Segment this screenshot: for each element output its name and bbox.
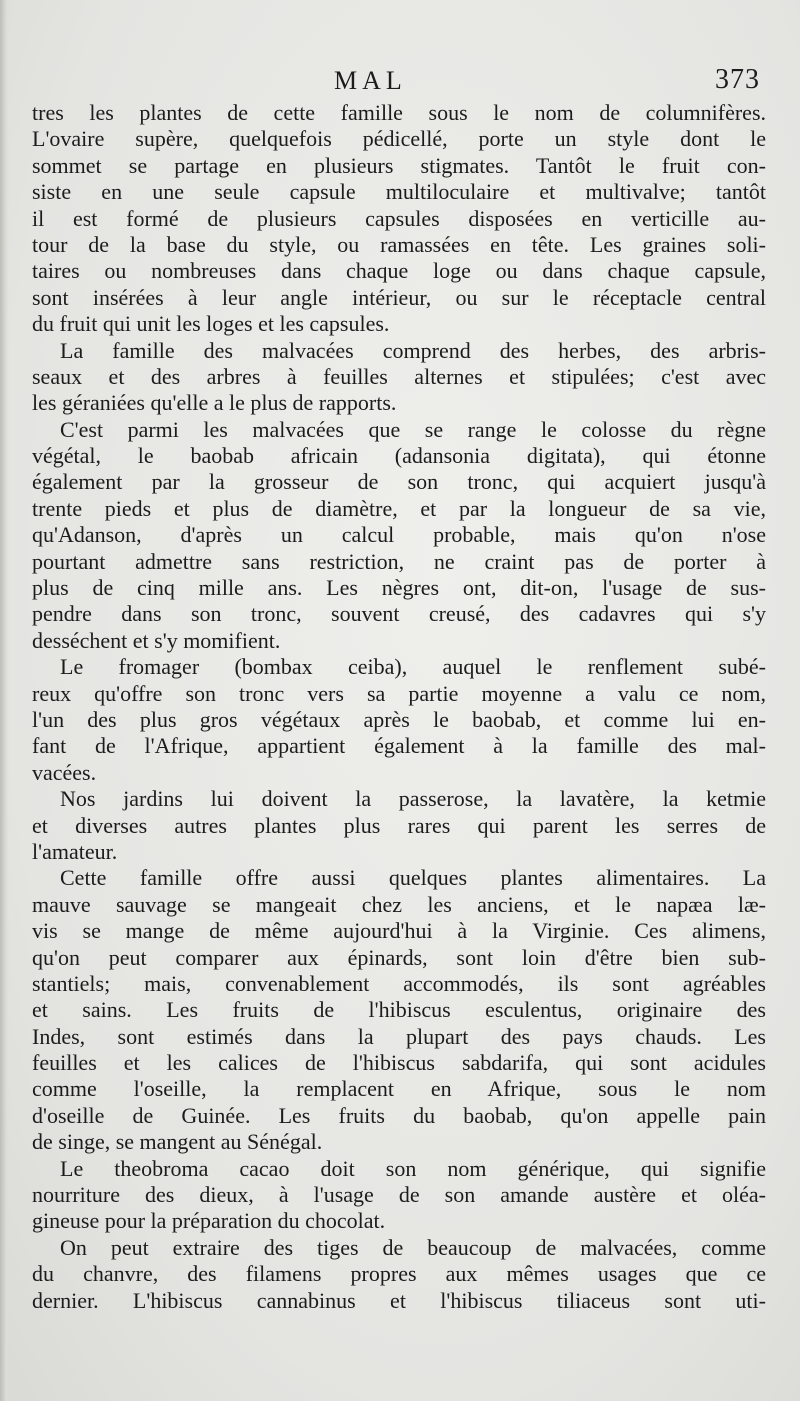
text-line: seaux et des arbres à feuilles alternes et stipulées; c'est avec (32, 363, 766, 389)
text-line: pendre dans son tronc, souvent creusé, des cadavres qui s'y (32, 601, 766, 627)
text-line: On peut extraire des tiges de beaucoup de malvacées, comme (60, 1234, 766, 1260)
text-line: plus de cinq mille ans. Les nègres ont, dit-on, l'usage de sus- (32, 575, 766, 601)
text-line: de singe, se mangent au Sénégal. (32, 1129, 323, 1155)
text-line: l'un des plus gros végétaux après le baobab, et comme lui en- (32, 706, 766, 732)
text-line: reux qu'offre son tronc vers sa partie moyenne a valu ce nom, (32, 680, 766, 706)
running-head: MAL (334, 66, 407, 95)
text-line: L'ovaire supère, quelquefois pédicellé, porte un style dont le (32, 126, 766, 152)
text-line: comme l'oseille, la remplacent en Afrique, sous le nom (32, 1076, 766, 1102)
text-line: gineuse pour la préparation du chocolat. (32, 1208, 386, 1234)
text-line: qu'on peut comparer aux épinards, sont loin d'être bien sub- (32, 944, 766, 970)
text-line: vacées. (32, 759, 97, 785)
text-line: il est formé de plusieurs capsules disposées en verticille au- (32, 205, 766, 231)
text-line: siste en une seule capsule multiloculaire et multivalve; tantôt (32, 179, 766, 205)
text-line: également par la grosseur de son tronc, qui acquiert jusqu'à (32, 469, 766, 495)
text-line: pourtant admettre sans restriction, ne craint pas de porter à (32, 548, 766, 574)
text-line: Indes, sont estimés dans la plupart des pays chauds. Les (32, 1023, 766, 1049)
text-line: vis se mange de même aujourd'hui à la Virginie. Ces alimens, (32, 918, 766, 944)
text-line: sont insérées à leur angle intérieur, ou sur le réceptacle central (32, 284, 766, 310)
text-line: les géraniées qu'elle a le plus de rapports. (32, 390, 397, 416)
text-line: l'amateur. (32, 838, 118, 864)
page-gutter (0, 0, 9, 1401)
text-line: dernier. L'hibiscus cannabinus et l'hibiscus tiliaceus sont uti- (32, 1287, 766, 1313)
text-line: trente pieds et plus de diamètre, et par la longueur de sa vie, (32, 495, 766, 521)
text-line: du fruit qui unit les loges et les capsules. (32, 311, 390, 337)
text-line: mauve sauvage se mangeait chez les anciens, et le napæa læ- (32, 891, 766, 917)
text-line: et sains. Les fruits de l'hibiscus esculentus, originaire des (32, 997, 766, 1023)
page-header (34, 62, 760, 102)
text-line: desséchent et s'y momifient. (32, 627, 281, 653)
text-line: nourriture des dieux, à l'usage de son amande austère et oléa- (32, 1182, 766, 1208)
text-line: La famille des malvacées comprend des herbes, des arbris- (60, 337, 766, 363)
text-line: feuilles et les calices de l'hibiscus sabdarifa, qui sont acidules (32, 1050, 766, 1076)
text-line: Le theobroma cacao doit son nom générique, qui signifie (60, 1155, 766, 1181)
body-text (32, 100, 766, 1314)
text-line: sommet se partage en plusieurs stigmates. Tantôt le fruit con- (32, 152, 766, 178)
text-line: végétal, le baobab africain (adansonia digitata), qui étonne (32, 443, 766, 469)
text-line: tour de la base du style, ou ramassées en tête. Les graines soli- (32, 231, 766, 257)
text-line: qu'Adanson, d'après un calcul probable, mais qu'on n'ose (32, 522, 766, 548)
text-line: Nos jardins lui doivent la passerose, la lavatère, la ketmie (60, 786, 766, 812)
text-line: du chanvre, des filamens propres aux mêmes usages que ce (32, 1261, 766, 1287)
text-line: C'est parmi les malvacées que se range le colosse du règne (60, 416, 766, 442)
page-number: 373 (715, 64, 760, 95)
text-line: d'oseille de Guinée. Les fruits du baobab, qu'on appelle pain (32, 1102, 766, 1128)
text-line: Cette famille offre aussi quelques plantes alimentaires. La (60, 865, 766, 891)
text-line: Le fromager (bombax ceiba), auquel le renflement subé- (60, 654, 766, 680)
text-line: taires ou nombreuses dans chaque loge ou dans chaque capsule, (32, 258, 766, 284)
text-line: stantiels; mais, convenablement accommodés, ils sont agréables (32, 970, 766, 996)
text-line: et diverses autres plantes plus rares qui parent les serres de (32, 812, 766, 838)
text-line: tres les plantes de cette famille sous le nom de columnifères. (32, 100, 766, 125)
text-line: fant de l'Afrique, appartient également à la famille des mal- (32, 733, 766, 759)
